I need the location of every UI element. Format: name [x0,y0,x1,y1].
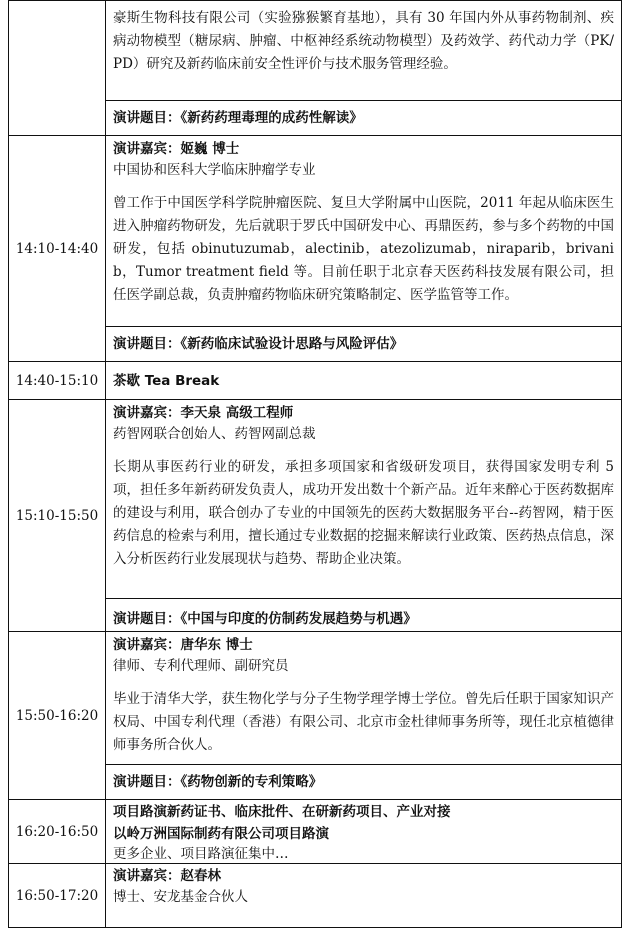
intro-text: 豪斯生物科技有限公司（实验猕猴繁育基地），具有 30 年国内外从事药物制剂、疾病动物模型（糖尿病、肿瘤、中枢神经系统动物模型）及药效学、药代动力学（PK/PD）研究及新药临床前安全性评价与技术服务管理经验。 [113,10,614,72]
speaker-role: 药智网联合创始人、药智网副总裁 [113,426,316,442]
roadshow-cell [106,800,622,864]
time-cell: 16:50-17:20 [9,864,106,928]
agenda-row-1510 [9,400,622,599]
speaker-cell [106,864,622,928]
speaker-cell [106,400,622,599]
speaker-role: 中国协和医科大学临床肿瘤学专业 [113,162,316,178]
speaker-role: 博士、安龙基金合伙人 [113,889,248,905]
agenda-table [8,0,622,928]
speaker-name: 演讲嘉宾：赵春林 [113,868,221,884]
speaker-bio: 长期从事医药行业的研发，承担多项国家和省级研发项目，获得国家发明专利 5 项，担任多年新药研发负责人，成功开发出数十个新产品。近年来醉心于医药数据库的建设与利用，联合创办了专业的中国领先的医药大数据服务平台--药智网，精于医药信息的检索与利用，擅长通过专业数据的挖掘来解读行业政策、医药热点信息，深入分析医药行业发展现状与趋势、帮助企业决策。 [113,459,614,567]
topic-cell [106,101,622,136]
agenda-sheet [8,0,622,928]
agenda-row-1650 [9,864,622,928]
roadshow-call: 更多企业、项目路演征集中… [113,846,289,862]
topic-cell [106,599,622,632]
time-cell-empty [9,1,106,136]
speaker-name: 演讲嘉宾：唐华东 博士 [113,637,253,653]
speaker-bio: 曾工作于中国医学科学院肿瘤医院、复旦大学附属中山医院，2011 年起从临床医生进入肿瘤药物研发，先后就职于罗氏中国研发中心、再鼎医药，参与多个药物的中国研发，包括 obinutuzumab，alectinib，atezolizumab，niraparib，brivanib，Tumor treatment field 等。目前任职于北京春天医药科技发展有限公司，担任医学副总裁，负责肿瘤药物临床研究策略制定、医学监管等工作。 [113,195,614,303]
topic-cell [106,327,622,362]
speaker-cell [106,136,622,327]
agenda-row-1620 [9,800,622,864]
time-cell: 14:40-15:10 [9,362,106,400]
intro-cell [106,1,622,101]
agenda-row-1410 [9,136,622,327]
talk-topic: 演讲题目：《药物创新的专利策略》 [113,774,323,790]
time-cell: 15:10-15:50 [9,400,106,632]
break-cell [106,362,622,400]
speaker-name: 演讲嘉宾：李天泉 高级工程师 [113,405,294,421]
talk-topic: 演讲题目：《新药临床试验设计思路与风险评估》 [113,336,404,352]
speaker-name: 演讲嘉宾：姬巍 博士 [113,141,240,157]
roadshow-line: 项目路演新药证书、临床批件、在研新药项目、产业对接 [113,804,451,820]
time-cell: 14:10-14:40 [9,136,106,362]
speaker-bio: 毕业于清华大学，获生物化学与分子生物学理学博士学位。曾先后任职于国家知识产权局、中国专利代理（香港）有限公司、北京市金杜律师事务所等，现任北京植德律师事务所合伙人。 [113,691,614,753]
speaker-cell [106,632,622,765]
agenda-row-continued [9,1,622,101]
agenda-row-1550 [9,632,622,765]
tea-break-label: 茶歇 Tea Break [113,372,220,389]
time-cell: 15:50-16:20 [9,632,106,800]
talk-topic: 演讲题目：《中国与印度的仿制药发展趋势与机遇》 [113,611,417,627]
time-cell: 16:20-16:50 [9,800,106,864]
topic-cell [106,765,622,800]
roadshow-company: 以岭万洲国际制药有限公司项目路演 [113,826,329,842]
agenda-row-break [9,362,622,400]
speaker-role: 律师、专利代理师、副研究员 [113,658,289,674]
talk-topic: 演讲题目：《新药药理毒理的成药性解读》 [113,110,363,126]
